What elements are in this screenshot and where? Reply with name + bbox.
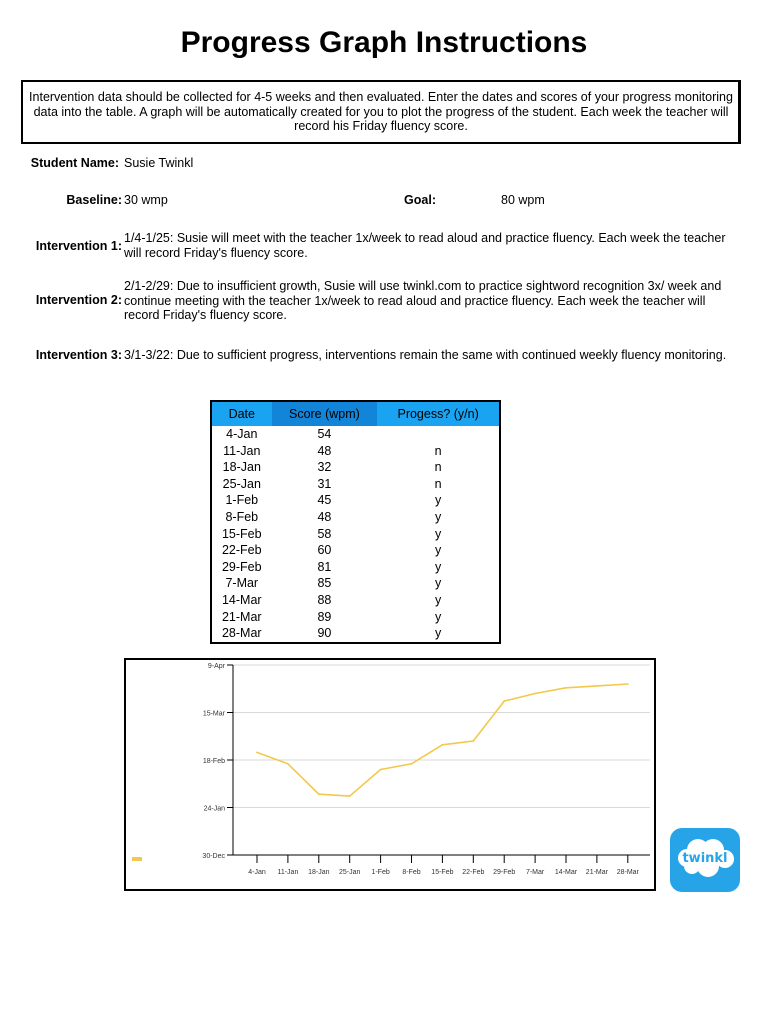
- date-cell: 8-Feb: [225, 509, 259, 524]
- twinkl-logo-image: [670, 828, 740, 892]
- progress-cell: y: [435, 559, 442, 574]
- intervention-1-text: 1/4-1/25: Susie will meet with the teacher 1x/week to read aloud and practice fluency. Each week the teacher will record Friday's fluency score.: [124, 231, 726, 260]
- date-cell: 28-Mar: [221, 626, 262, 641]
- intervention-1-label: Intervention 1:: [35, 239, 122, 253]
- date-cell: 15-Feb: [221, 526, 262, 541]
- score-cell: 45: [317, 493, 332, 508]
- data-point: [349, 795, 351, 797]
- table-row: [211, 443, 500, 460]
- progress-table: [210, 400, 501, 644]
- table-row: [211, 542, 500, 559]
- progress-chart: [124, 658, 656, 891]
- table-row: [211, 559, 500, 576]
- intervention-2-label: Intervention 2:: [35, 293, 122, 307]
- score-cell: 32: [317, 460, 332, 475]
- progress-cell: y: [435, 626, 442, 641]
- data-point: [534, 693, 536, 695]
- score-cell: 88: [317, 592, 332, 607]
- intervention-3-label: Intervention 3:: [35, 348, 122, 362]
- progress-cell: y: [435, 509, 442, 524]
- x-tick-label: 29-Feb: [493, 869, 516, 876]
- table-row: [211, 526, 500, 543]
- y-tick-label: 18-Feb: [202, 758, 225, 765]
- progress-cell: y: [435, 526, 442, 541]
- date-cell: 21-Mar: [221, 609, 262, 624]
- x-tick-label: 18-Jan: [308, 869, 330, 876]
- baseline-value: 30 wmp: [124, 193, 168, 207]
- score-cell: 90: [317, 626, 332, 641]
- data-point: [472, 740, 474, 742]
- x-tick-label: 4-Jan: [248, 869, 266, 876]
- date-cell: 29-Feb: [221, 559, 262, 574]
- y-tick-label: 24-Jan: [203, 805, 225, 813]
- legend-swatch: [132, 857, 142, 861]
- date-cell: 14-Mar: [221, 592, 262, 607]
- table-row: [211, 509, 500, 526]
- instructions-box: [21, 80, 739, 144]
- table-row: [211, 459, 500, 476]
- x-tick-label: 8-Feb: [402, 869, 421, 876]
- x-tick-label: 15-Feb: [431, 869, 454, 876]
- x-tick-label: 28-Mar: [616, 869, 639, 876]
- baseline-label: Baseline:: [66, 193, 122, 207]
- progress-cell: [377, 426, 500, 443]
- progress-cell: y: [435, 493, 442, 508]
- table-header-row: [211, 401, 500, 426]
- y-tick-label: 9-Apr: [207, 663, 225, 670]
- progress-cell: y: [435, 592, 442, 607]
- table-row: [211, 476, 500, 493]
- logo-text: twinkl: [682, 851, 728, 866]
- score-cell: 85: [317, 576, 332, 591]
- score-cell: 89: [317, 609, 332, 624]
- x-tick-label: 11-Jan: [277, 869, 299, 876]
- score-cell: 54: [317, 427, 332, 441]
- twinkl-logo: [670, 828, 740, 892]
- chart-svg: [126, 660, 654, 889]
- date-cell: 1-Feb: [225, 493, 259, 508]
- date-cell: 22-Feb: [221, 543, 262, 558]
- data-point: [565, 687, 567, 689]
- progress-cell: n: [434, 460, 442, 475]
- page-title: Progress Graph Instructions: [180, 26, 588, 59]
- score-cell: 48: [317, 509, 332, 524]
- data-point: [318, 793, 320, 795]
- data-point: [287, 763, 289, 765]
- date-cell: 4-Jan: [226, 427, 258, 441]
- data-point: [380, 769, 382, 771]
- x-tick-label: 1-Feb: [371, 869, 390, 876]
- student-name-label: Student Name:: [30, 156, 119, 170]
- data-point: [596, 685, 598, 687]
- date-cell: 18-Jan: [222, 460, 261, 475]
- table-row: [211, 592, 500, 609]
- table-row: [211, 575, 500, 592]
- data-point: [256, 752, 258, 754]
- date-cell: 7-Mar: [225, 576, 259, 591]
- score-cell: 48: [317, 443, 332, 458]
- score-cell: 31: [317, 476, 332, 491]
- series-line: [257, 684, 628, 796]
- progress-cell: n: [434, 476, 442, 491]
- header-date: Date: [211, 401, 272, 426]
- table-row: [211, 609, 500, 626]
- x-tick-label: 25-Jan: [338, 869, 361, 876]
- data-point: [627, 683, 629, 685]
- header-progress: Progess? (y/n): [377, 401, 500, 426]
- y-tick-label: 15-Mar: [202, 710, 225, 718]
- table-body: [211, 426, 500, 643]
- score-cell: 58: [317, 526, 332, 541]
- x-tick-label: 21-Mar: [585, 869, 608, 876]
- x-tick-label: 14-Mar: [554, 869, 578, 876]
- date-cell: 25-Jan: [222, 476, 261, 491]
- goal-label: Goal:: [404, 193, 436, 207]
- table-row: [211, 625, 500, 643]
- y-tick-label: 30-Dec: [202, 853, 225, 860]
- table-row: [211, 492, 500, 509]
- progress-cell: n: [434, 443, 442, 458]
- progress-cell: y: [435, 576, 442, 591]
- score-cell: 81: [317, 559, 332, 574]
- instructions-text: Intervention data should be collected for 4-5 weeks and then evaluated. Enter the dates and scores of your progress monitoring data into the table. A graph will be automatically created for you to plot the progress of the student. Each week the teacher will record his Friday fluency score.: [29, 90, 733, 134]
- progress-cell: y: [435, 543, 442, 558]
- x-tick-label: 22-Feb: [462, 869, 485, 876]
- data-point: [411, 763, 413, 765]
- data-point: [442, 744, 444, 746]
- header-score: Score (wpm): [272, 401, 378, 426]
- data-point: [503, 700, 505, 702]
- progress-cell: y: [435, 609, 442, 624]
- goal-value: 80 wpm: [501, 193, 545, 207]
- table-row: [211, 426, 500, 443]
- intervention-2-text: 2/1-2/29: Due to insufficient growth, Susie will use twinkl.com to practice sightword recognition 3x/ week and continue meeting with the teacher 1x/week to read aloud and practice fluency. Each week the teacher will record Friday's fluency score.: [124, 279, 722, 322]
- intervention-3-text: 3/1-3/22: Due to sufficient progress, interventions remain the same with continued weekly fluency monitoring.: [124, 348, 727, 362]
- x-tick-label: 7-Mar: [525, 869, 545, 876]
- student-name-value: Susie Twinkl: [124, 156, 194, 170]
- score-cell: 60: [317, 543, 332, 558]
- date-cell: 11-Jan: [223, 443, 261, 458]
